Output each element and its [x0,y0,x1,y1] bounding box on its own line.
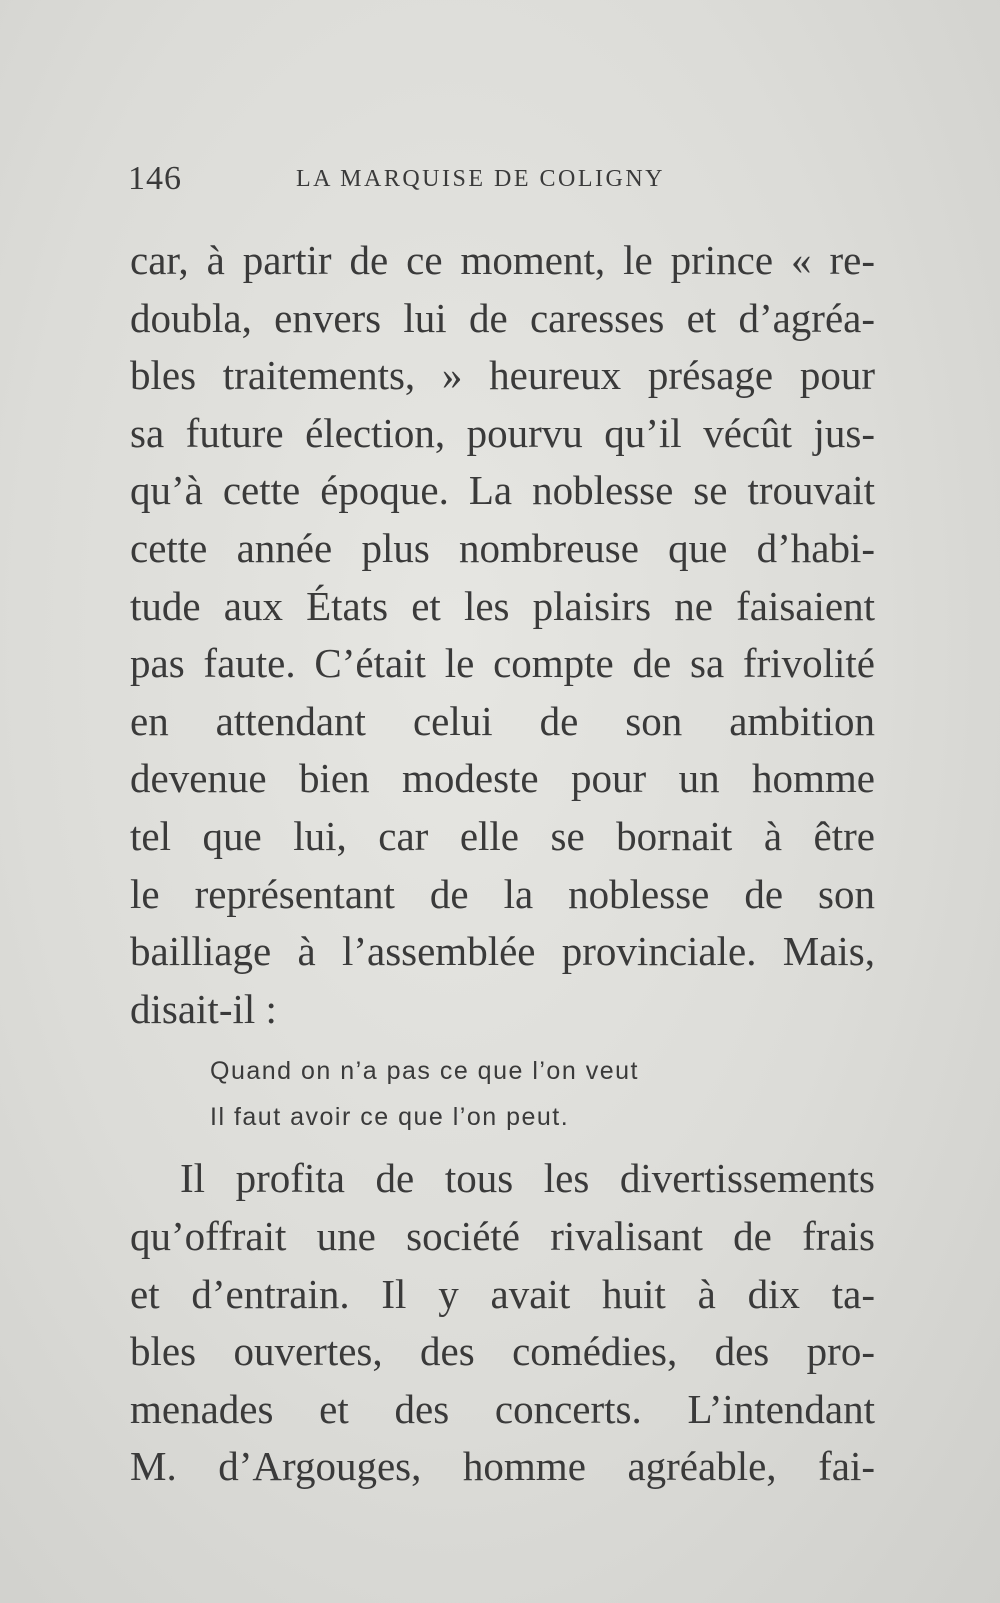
text-line: disait-il : [130,985,277,1032]
verse-quotation [210,1048,875,1140]
paragraph-1 [130,232,875,1038]
text-line: doubla, envers lui de caresses et d’agréa- [130,294,875,341]
text-line: le représentant de la noblesse de son [130,870,875,917]
running-title: LA MARQUISE DE COLIGNY [296,166,665,192]
text-line: car, à partir de ce moment, le prince « re- [130,237,875,283]
verse-line: Il faut avoir ce que l’on peut. [210,1103,570,1132]
text-line: bles traitements, » heureux présage pour [130,352,875,399]
text-line: en attendant celui de son ambition [130,697,875,744]
page-number: 146 [128,160,182,197]
text-line: et d’entrain. Il y avait huit à dix ta- [130,1270,875,1317]
text-line: tude aux États et les plaisirs ne faisaient [130,582,875,629]
text-line: qu’à cette époque. La noblesse se trouvait [130,467,875,514]
text-line: tel que lui, car elle se bornait à être [130,812,875,859]
running-header [128,160,728,200]
text-line: sa future élection, pourvu qu’il vécût jus- [130,409,875,456]
text-line: M. d’Argouges, homme agréable, fai- [130,1443,875,1490]
text-line: bailliage à l’assemblée provinciale. Mais, [130,928,875,975]
text-line: bles ouvertes, des comédies, des pro- [130,1328,875,1375]
text-line: Il profita de tous les divertissements [180,1155,875,1202]
text-line: qu’offrait une société rivalisant de frais [130,1212,875,1259]
body-text [130,232,875,1496]
text-line: pas faute. C’était le compte de sa frivolité [130,640,875,687]
verse-line: Quand on n’a pas ce que l’on veut [210,1057,639,1086]
paragraph-2 [130,1150,875,1496]
text-line: devenue bien modeste pour un homme [130,755,875,802]
text-line: menades et des concerts. L’intendant [130,1385,875,1432]
text-line: cette année plus nombreuse que d’habi- [130,524,875,571]
